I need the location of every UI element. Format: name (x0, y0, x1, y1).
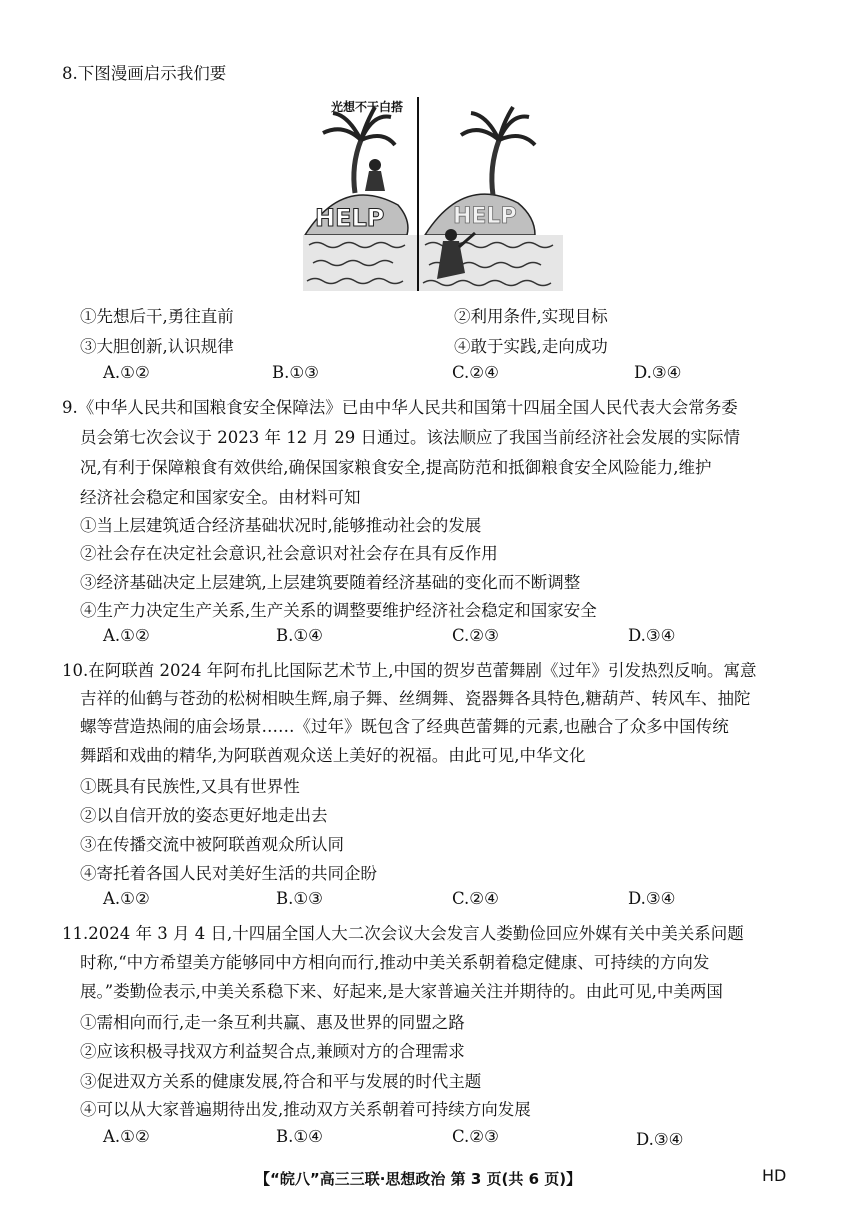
comic-left-help: HELP (315, 204, 385, 232)
q8-item-2: ②利用条件,实现目标 (454, 307, 608, 326)
q11-stem-line-3: 展。”娄勤俭表示,中美关系稳下来、好起来,是大家普遍关注并期待的。由此可见,中美两国 (80, 982, 723, 1001)
q11-stem-line-2: 时称,“中方希望美方能够同中方相向而行,推动中美关系朝着稳定健康、可持续的方向发 (80, 953, 710, 972)
q11-item-4: ④可以从大家普遍期待出发,推动双方关系朝着可持续方向发展 (80, 1100, 531, 1119)
q9-item-3: ③经济基础决定上层建筑,上层建筑要随着经济基础的变化而不断调整 (80, 573, 581, 592)
q10-item-2: ②以自信开放的姿态更好地走出去 (80, 806, 328, 825)
q11-item-1: ①需相向而行,走一条互利共赢、惠及世界的同盟之路 (80, 1013, 465, 1032)
q9-stem-line-3: 况,有利于保障粮食有效供给,确保国家粮食安全,提高防范和抵御粮食安全风险能力,维护 (80, 458, 712, 477)
q9-option-a[interactable]: A.①② (103, 626, 150, 645)
q8-item-1: ①先想后干,勇往直前 (80, 307, 234, 326)
q11-item-3: ③促进双方关系的健康发展,符合和平与发展的时代主题 (80, 1072, 482, 1091)
q9-option-c[interactable]: C.②③ (452, 626, 499, 645)
q9-item-1: ①当上层建筑适合经济基础状况时,能够推动社会的发展 (80, 516, 482, 535)
q10-stem-line-2: 吉祥的仙鹤与苍劲的松树相映生辉,扇子舞、丝绸舞、瓷器舞各具特色,糖葫芦、转风车、抽陀 (80, 689, 751, 708)
q8-item-3: ③大胆创新,认识规律 (80, 337, 234, 356)
q8-option-b[interactable]: B.①③ (272, 363, 319, 382)
q11-item-2: ②应该积极寻找双方利益契合点,兼顾对方的合理需求 (80, 1042, 465, 1061)
q9-stem-line-1: 9.《中华人民共和国粮食安全保障法》已由中华人民共和国第十四届全国人民代表大会常务委 (62, 398, 738, 417)
comic-caption: 光想不干白搭 (331, 100, 404, 114)
footer-mark: HD (762, 1166, 787, 1185)
q10-option-a[interactable]: A.①② (103, 889, 150, 908)
q8-option-c[interactable]: C.②④ (452, 363, 499, 382)
q8-option-d[interactable]: D.③④ (634, 363, 682, 382)
q9-stem-line-2: 员会第七次会议于 2023 年 12 月 29 日通过。该法顺应了我国当前经济社会发展的实际情 (80, 428, 740, 447)
comic-right-help: HELP (453, 204, 517, 229)
q10-stem-line-3: 螺等营造热闹的庙会场景……《过年》既包含了经典芭蕾舞的元素,也融合了众多中国传统 (80, 717, 729, 736)
q8-option-a[interactable]: A.①② (103, 363, 150, 382)
q10-option-c[interactable]: C.②④ (452, 889, 499, 908)
q10-option-d[interactable]: D.③④ (628, 889, 676, 908)
q11-option-d[interactable]: D.③④ (636, 1130, 684, 1149)
q9-option-d[interactable]: D.③④ (628, 626, 676, 645)
page-footer: 【“皖八”高三三联·思想政治 第 3 页(共 6 页)】 (255, 1170, 582, 1188)
comic-image (303, 95, 563, 293)
q10-item-1: ①既具有民族性,又具有世界性 (80, 777, 300, 796)
q10-item-4: ④寄托着各国人民对美好生活的共同企盼 (80, 864, 377, 883)
q9-option-b[interactable]: B.①④ (276, 626, 323, 645)
q10-stem-line-4: 舞蹈和戏曲的精华,为阿联酋观众送上美好的祝福。由此可见,中华文化 (80, 746, 586, 765)
q10-stem-line-1: 10.在阿联酋 2024 年阿布扎比国际艺术节上,中国的贺岁芭蕾舞剧《过年》引发热烈反响。寓意 (62, 661, 757, 680)
q11-option-b[interactable]: B.①④ (276, 1127, 323, 1146)
q10-item-3: ③在传播交流中被阿联酋观众所认同 (80, 835, 344, 854)
q9-stem-line-4: 经济社会稳定和国家安全。由材料可知 (80, 488, 361, 507)
q8-stem: 8.下图漫画启示我们要 (62, 64, 227, 83)
q9-item-2: ②社会存在决定社会意识,社会意识对社会存在具有反作用 (80, 544, 498, 563)
q11-option-c[interactable]: C.②③ (452, 1127, 499, 1146)
q10-option-b[interactable]: B.①③ (276, 889, 323, 908)
q11-option-a[interactable]: A.①② (103, 1127, 150, 1146)
q9-item-4: ④生产力决定生产关系,生产关系的调整要维护经济社会稳定和国家安全 (80, 601, 597, 620)
q11-stem-line-1: 11.2024 年 3 月 4 日,十四届全国人大二次会议大会发言人娄勤俭回应外媒有关中美关系问题 (62, 924, 744, 943)
q8-item-4: ④敢于实践,走向成功 (454, 337, 608, 356)
